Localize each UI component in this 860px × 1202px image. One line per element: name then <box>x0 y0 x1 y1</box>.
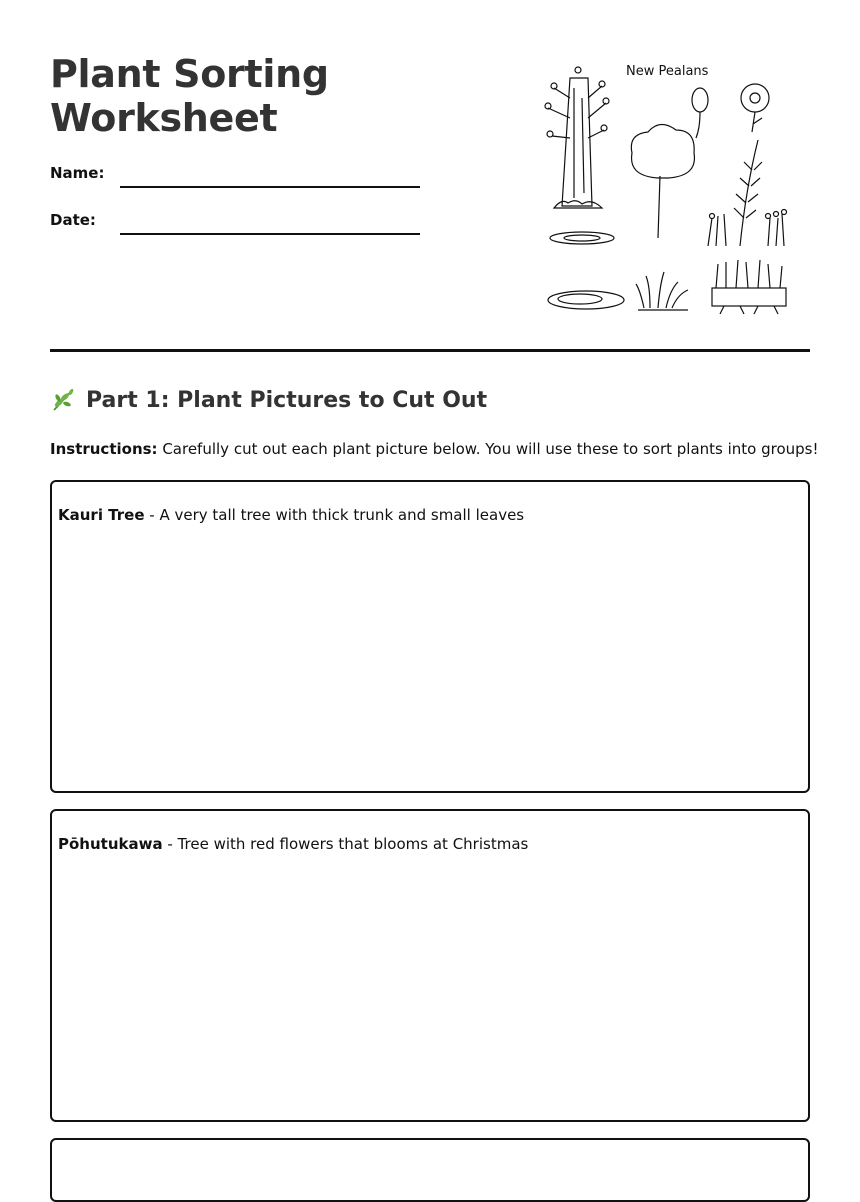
page-title <box>50 52 329 140</box>
plant-description: - Tree with red flowers that blooms at Christmas <box>162 835 529 853</box>
title-line-2: Worksheet <box>50 96 278 140</box>
header-divider <box>50 349 810 352</box>
puddle-icon <box>548 291 624 309</box>
plant-card-kauri <box>50 480 810 793</box>
title-line-1: Plant Sorting <box>50 52 329 96</box>
section-title-text: Part 1: Plant Pictures to Cut Out <box>86 387 488 413</box>
name-label: Name: <box>50 164 105 182</box>
herb-leaf-icon <box>50 386 78 414</box>
pond-icon <box>550 232 614 244</box>
grass-tuft-icon <box>636 272 688 310</box>
section-title <box>50 386 487 414</box>
date-field[interactable] <box>50 211 420 229</box>
fern-icon <box>708 140 787 246</box>
worksheet-page <box>50 0 819 853</box>
plant-name: Kauri Tree <box>58 506 145 524</box>
card-caption <box>58 506 524 524</box>
flower-head-icon <box>692 88 708 138</box>
plant-card-3 <box>50 1138 810 1202</box>
plant-name: Pōhutukawa <box>58 835 163 853</box>
name-field[interactable] <box>50 164 420 182</box>
card-caption <box>58 835 528 853</box>
plants-illustration <box>540 58 800 320</box>
grass-roots-icon <box>712 260 786 314</box>
instructions-text: Carefully cut out each plant picture below. You will use these to sort plants into groups! <box>157 440 819 458</box>
name-input-line[interactable] <box>120 185 420 188</box>
plant-card-pohutukawa <box>50 809 810 1122</box>
illustration-caption: New Pealans <box>626 64 709 79</box>
plant-description: - A very tall tree with thick trunk and small leaves <box>144 506 525 524</box>
date-label: Date: <box>50 211 96 229</box>
worksheet-header <box>50 0 819 458</box>
instructions <box>50 440 819 458</box>
kauri-trunk-icon <box>545 67 609 208</box>
date-input-line[interactable] <box>120 232 420 235</box>
instructions-label: Instructions: <box>50 440 158 458</box>
flower-icon <box>741 84 769 132</box>
shrub-icon <box>631 124 694 238</box>
plant-drawings-icon <box>540 58 800 320</box>
